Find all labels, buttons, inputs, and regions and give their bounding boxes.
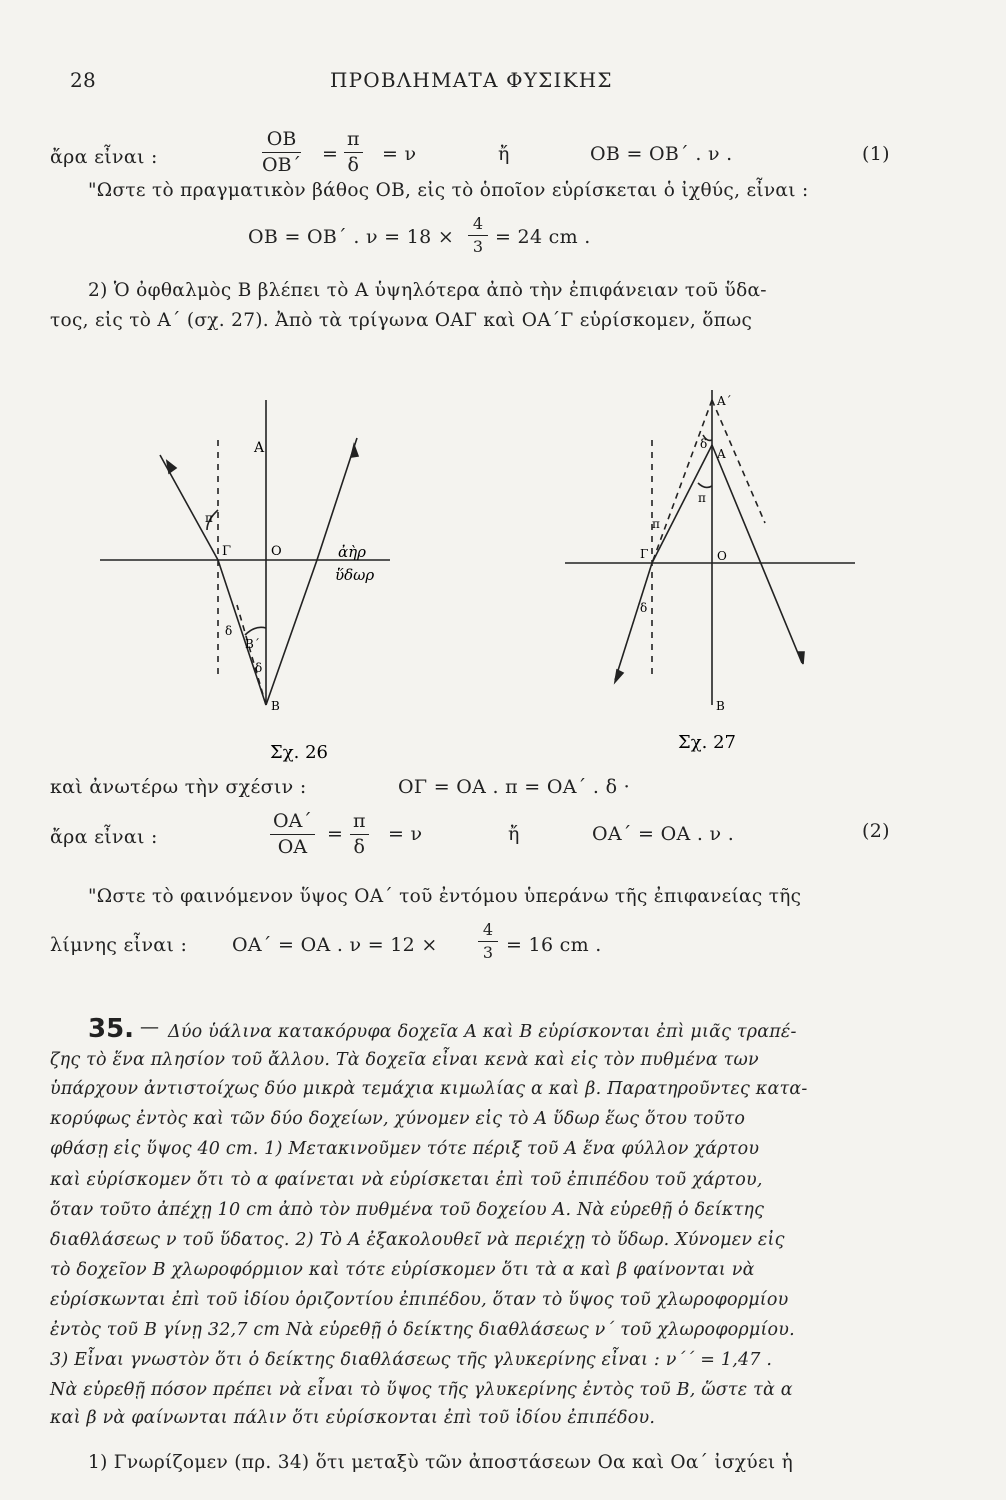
figure-27 [560, 380, 880, 780]
fig26-arrow-left [167, 461, 176, 473]
problem-line-6: καὶ εὑρίσκομεν ὅτι τὸ α φαίνεται νὰ εὑρίσκεται ἐπὶ τοῦ ἐπιπέδου τοῦ χάρτου, [50, 1170, 763, 1190]
fig27-label-delta2: δ [640, 601, 648, 615]
eq2-fraction-denominator: ΟΑ [277, 836, 308, 858]
fig26-dashed-virtual [237, 605, 266, 705]
relation-lead: καὶ ἀνωτέρω τὴν σχέσιν : [50, 776, 307, 798]
eq2-equals: = [327, 823, 344, 845]
fig26-angle-delta [245, 627, 266, 635]
eq-height-left: ΟΑ΄ = ΟΑ . ν = 12 × [232, 934, 438, 956]
paragraph-2-line-2: τος, εἰς τὸ Α΄ (σχ. 27). Ἀπὸ τὰ τρίγωνα ΟΑΓ καὶ ΟΑ΄Γ εὑρίσκομεν, ὅπως [50, 310, 753, 331]
problem-line-8: διαθλάσεως ν τοῦ ὕδατος. 2) Τὸ Α ἐξακολουθεῖ νὰ περιέχῃ τὸ ὕδωρ. Χύνομεν εἰς [50, 1230, 785, 1250]
paragraph-2-line-1: 2) Ὁ ὀφθαλμὸς Β βλέπει τὸ Α ὑψηλότερα ἀπὸ τὴν ἐπιφάνειαν τοῦ ὕδα- [88, 280, 767, 301]
fig27-caption: Σχ. 27 [678, 732, 736, 753]
problem-line-12: 3) Εἶναι γνωστὸν ὅτι ὁ δείκτης διαθλάσεως τῆς γλυκερίνης εἶναι : ν΄΄ = 1,47 . [50, 1350, 773, 1370]
eq1-nu: = ν [382, 143, 417, 165]
eq2-or: ἤ [508, 823, 520, 845]
fig26-label-air: ἀὴρ [338, 543, 366, 561]
eq-depth-right: = 24 cm . [495, 226, 591, 248]
fig27-angle-pi [698, 483, 712, 487]
problem-line-9: τὸ δοχεῖον Β χλωροφόρμιον καὶ τότε εὑρίσκομεν ὅτι τὰ α καὶ β φαίνονται νὰ [50, 1260, 755, 1280]
relation-expression: ΟΓ = ΟΑ . π = ΟΑ΄ . δ · [398, 776, 630, 798]
fig27-label-A: A [717, 447, 726, 461]
fig26-label-O: O [271, 544, 282, 559]
eq-depth-left: ΟΒ = ΟΒ΄ . ν = 18 × [248, 226, 455, 248]
fig27-label-pi: π [698, 491, 706, 505]
fig27-ray-left-lower [615, 563, 652, 680]
fig27-label-O: O [717, 549, 727, 563]
problem-line-13: Νὰ εὑρεθῇ πόσον πρέπει νὰ εἶναι τὸ ὕψος τῆς γλυκερίνης ἐντὸς τοῦ Β, ὥστε τὰ α [50, 1380, 793, 1400]
fig27-label-delta: δ [700, 437, 708, 451]
fig26-label-Bp: B΄ [245, 637, 260, 651]
fig26-label-A: A [254, 440, 265, 456]
fig27-label-B: B [716, 699, 725, 713]
fig27-label-pi2: π [652, 517, 660, 531]
eq1-fraction [262, 128, 301, 176]
problem-line-11: ἐντὸς τοῦ Β γίνῃ 32,7 cm Νὰ εὑρεθῇ ὁ δείκτης διαθλάσεως ν΄ τοῦ χλωροφορμίου. [50, 1320, 795, 1340]
problem-dash: — [140, 1016, 160, 1038]
page-number: 28 [70, 68, 97, 92]
eq2-right: ΟΑ΄ = ΟΑ . ν . [592, 823, 735, 845]
problem-line-10: εὑρίσκωνται ἐπὶ τοῦ ἰδίου ὁριζοντίου ἐπιπέδου, ὅταν τὸ ὕψος τοῦ χλωροφορμίου [50, 1290, 789, 1310]
eq2-pi-fraction [350, 810, 369, 858]
problem-line-1: Δύο ὑάλινα κατακόρυφα δοχεῖα Α καὶ Β εὑρίσκονται ἐπὶ μιᾶς τραπέ- [168, 1022, 797, 1042]
fig26-label-water: ὕδωρ [335, 566, 375, 584]
eq1-pi-numerator: π [344, 128, 363, 153]
eq1-equals: = [322, 143, 339, 165]
eq2-fraction-numerator: ΟΑ΄ [270, 810, 315, 835]
eq-height-denominator: 3 [482, 943, 494, 962]
problem-line-7: ὅταν τοῦτο ἀπέχῃ 10 cm ἀπὸ τὸν πυθμένα τοῦ δοχείου Α. Νὰ εὑρεθῇ ὁ δείκτης [50, 1200, 765, 1220]
fig26-label-B: B [271, 699, 280, 713]
eq2-fraction [270, 810, 315, 858]
solution-start: 1) Γνωρίζομεν (πρ. 34) ὅτι μεταξὺ τῶν ἀποστάσεων Οα καὶ Οα΄ ἰσχύει ἡ [88, 1452, 793, 1473]
fig27-label-Ap: A΄ [717, 394, 732, 408]
fig26-label-delta2: δ [255, 661, 263, 675]
eq2-pi-numerator: π [350, 810, 369, 835]
eq1-pi-fraction [344, 128, 363, 176]
eq1-label: (1) [862, 143, 890, 165]
eq1-fraction-numerator: ΟΒ [262, 128, 301, 153]
fig27-label-Gamma: Γ [640, 547, 649, 561]
eq2-pi-denominator: δ [353, 836, 365, 858]
running-title: ΠΡΟΒΛΗΜΑΤΑ ΦΥΣΙΚΗΣ [330, 68, 613, 92]
eq2-label: (2) [862, 820, 890, 842]
problem-line-14: καὶ β νὰ φαίνωνται πάλιν ὅτι εὑρίσκονται ἐπὶ τοῦ ἰδίου ἐπιπέδου. [50, 1408, 656, 1428]
problem-line-5: φθάσῃ εἰς ὕψος 40 cm. 1) Μετακινοῦμεν τότε πέριξ τοῦ Α ἕνα φύλλον χάρτου [50, 1139, 760, 1159]
eq1-right: ΟΒ = ΟΒ΄ . ν . [590, 143, 733, 165]
fig26-refracted-ray-right [266, 560, 317, 705]
problem-line-3: ὑπάρχουν ἀντιστοίχως δύο μικρὰ τεμάχια κιμωλίας α καὶ β. Παρατηροῦντες κατα- [50, 1079, 808, 1099]
fig26-label-Gamma: Γ [222, 544, 232, 559]
fig27-dashed-virtual-right [712, 400, 765, 523]
eq-height-right: = 16 cm . [506, 934, 602, 956]
problem-line-2: ζης τὸ ἕνα πλησίον τοῦ ἄλλου. Τὰ δοχεῖα εἶναι κενὰ καὶ εἰς τὸν πυθμένα των [50, 1050, 759, 1070]
eq-height-fraction [478, 920, 498, 962]
eq-depth-numerator: 4 [468, 214, 488, 236]
fig26-caption: Σχ. 26 [270, 742, 328, 763]
eq-height-lead: λίμνης εἶναι : [50, 934, 188, 956]
fig27-arrow-left [615, 670, 623, 682]
problem-line-4: κορύφως ἐντὸς καὶ τῶν δύο δοχείων, χύνομεν εἰς τὸ Α ὕδωρ ἕως ὅτου τοῦτο [50, 1109, 746, 1129]
eq1-pi-denominator: δ [347, 154, 359, 176]
eq1-lead: ἄρα εἶναι : [50, 146, 158, 168]
eq-depth-denominator: 3 [472, 237, 484, 256]
problem-number: 35. [88, 1014, 135, 1044]
eq2-lead: ἄρα εἶναι : [50, 826, 158, 848]
eq1-fraction-denominator: ΟΒ΄ [262, 154, 302, 176]
fig26-label-delta: δ [225, 624, 233, 638]
fig26-label-pi: π [205, 511, 213, 525]
eq1-or: ἤ [498, 143, 510, 165]
fig26-arrow-right [351, 445, 358, 457]
fig27-dashed-virtual-left [652, 400, 712, 563]
eq2-nu: = ν [388, 823, 423, 845]
eq-height-numerator: 4 [478, 920, 498, 942]
paragraph-3: "Ωστε τὸ φαινόμενον ὕψος ΟΑ΄ τοῦ ἐντόμου ὑπεράνω τῆς ἐπιφανείας τῆς [88, 886, 802, 907]
paragraph-1: "Ωστε τὸ πραγματικὸν βάθος ΟΒ, εἰς τὸ ὁποῖον εὑρίσκεται ὁ ἰχθύς, εἶναι : [88, 180, 809, 201]
figure-26 [95, 380, 425, 780]
eq-depth-fraction [468, 214, 488, 256]
